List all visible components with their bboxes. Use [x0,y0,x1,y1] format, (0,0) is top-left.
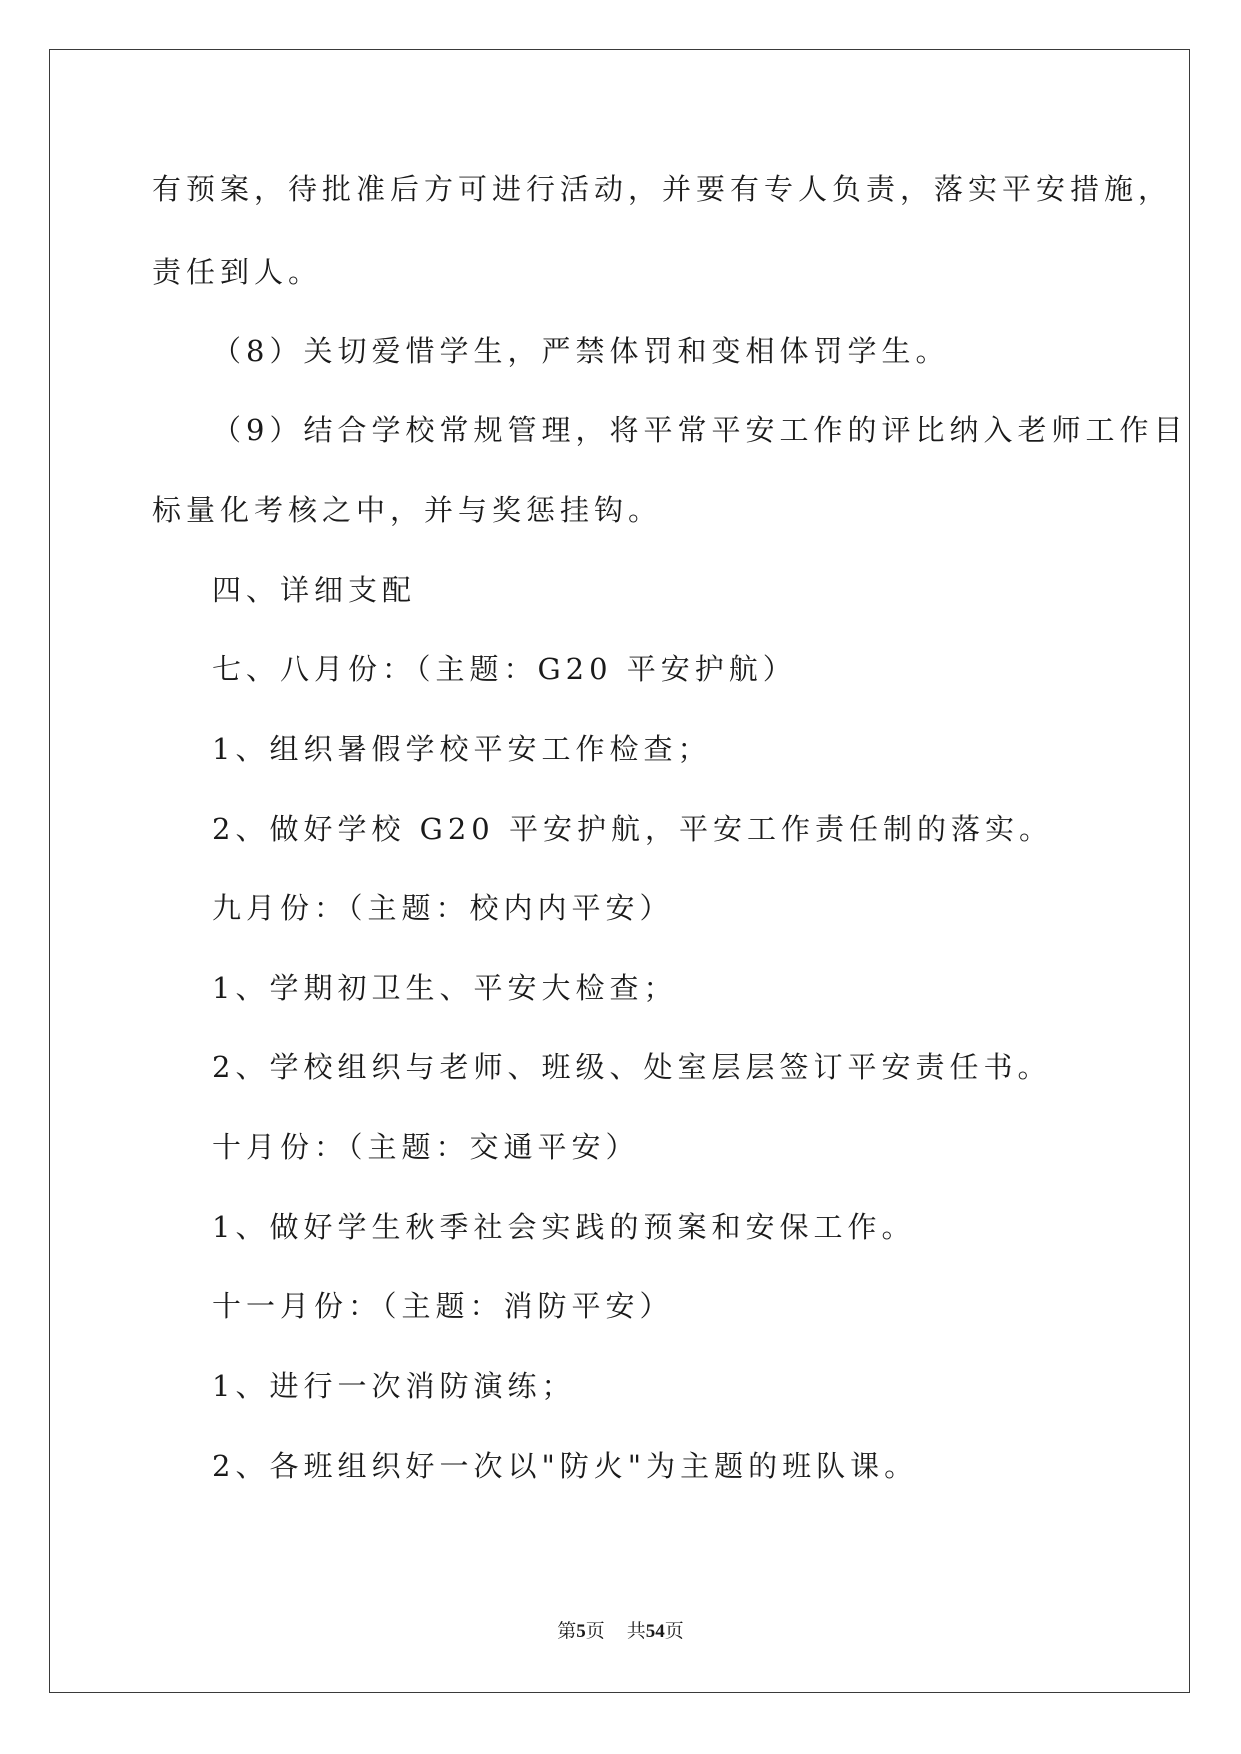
page-border [49,49,1190,1693]
footer-total-suffix: 页 [664,1621,684,1642]
list-item: 2、做好学校 G20 平安护航，平安工作责任制的落实。 [212,812,1053,846]
list-item: 1、组织暑假学校平安工作检查； [212,732,712,766]
section-heading: 四、详细支配 [212,573,417,607]
list-item: 1、学期初卫生、平安大检查； [212,971,678,1005]
month-heading: 七、八月份：（主题：G20 平安护航） [212,652,797,686]
footer-page-suffix: 页 [585,1621,605,1642]
footer-total-prefix: 共 [626,1621,646,1642]
list-item: 1、做好学生秋季社会实践的预案和安保工作。 [212,1210,916,1244]
footer-page-number: 5 [576,1621,586,1642]
list-item-8: （8）关切爱惜学生，严禁体罚和变相体罚学生。 [212,334,950,368]
footer-page-prefix: 第 [557,1621,577,1642]
month-heading: 十一月份：（主题：消防平安） [212,1289,674,1323]
list-item-9: （9）结合学校常规管理，将平常平安工作的评比纳入老师工作目 [212,413,1188,447]
page-footer [0,1616,1241,1643]
month-heading: 九月份：（主题：校内内平安） [212,891,674,925]
footer-total-pages: 54 [645,1621,665,1642]
list-item: 2、学校组织与老师、班级、处室层层签订平安责任书。 [212,1050,1052,1084]
paragraph-line: 有预案，待批准后方可进行活动，并要有专人负责，落实平安措施， [152,172,1173,206]
paragraph-line: 责任到人。 [152,255,323,289]
list-item: 2、各班组织好一次以"防火"为主题的班队课。 [212,1449,919,1483]
paragraph-line: 标量化考核之中，并与奖惩挂钩。 [152,493,663,527]
list-item: 1、进行一次消防演练； [212,1369,576,1403]
month-heading: 十月份：（主题：交通平安） [212,1130,640,1164]
